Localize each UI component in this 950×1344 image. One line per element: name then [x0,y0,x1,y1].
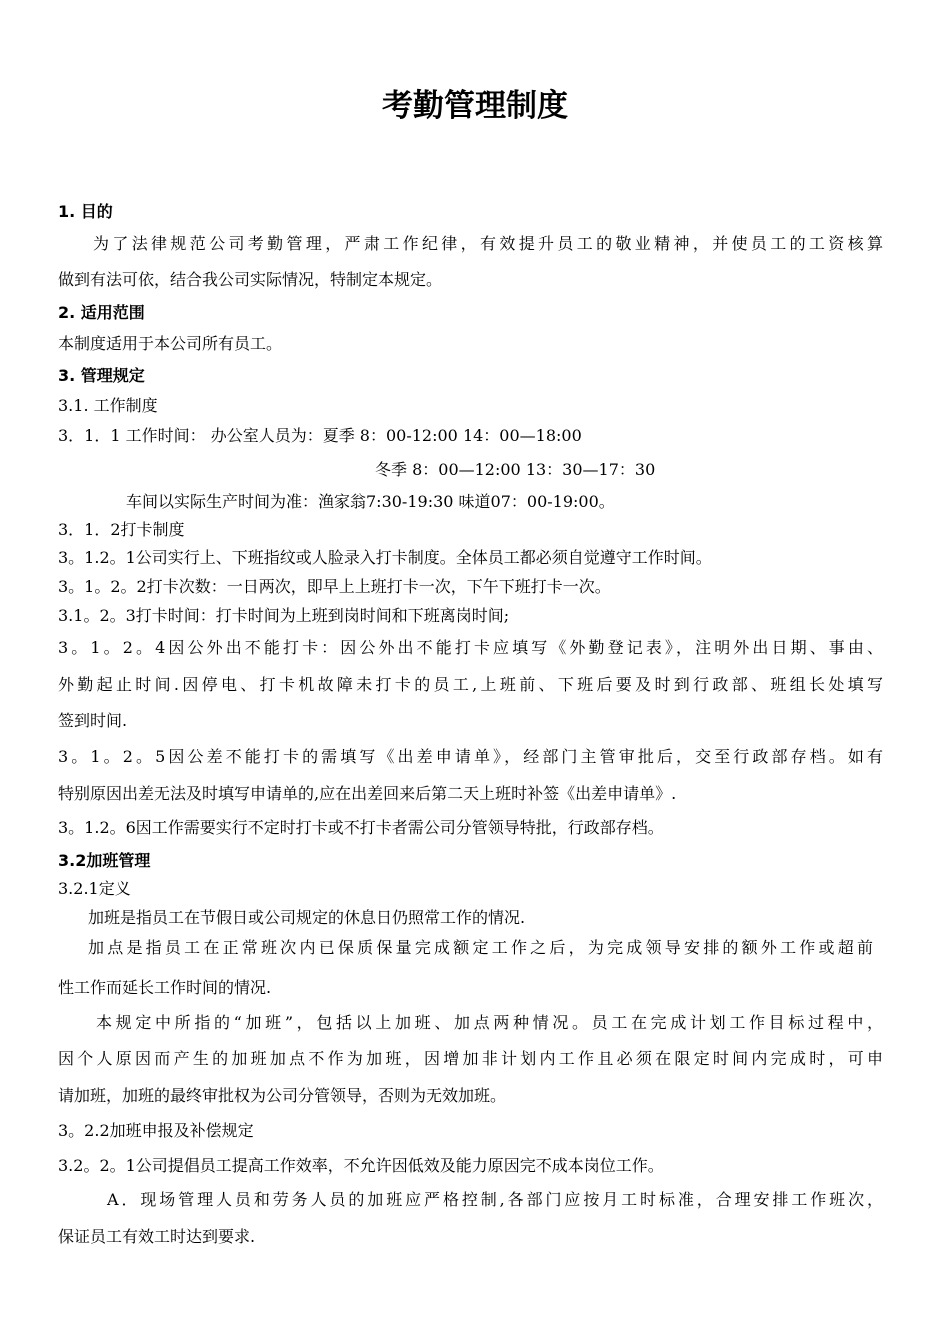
paragraph-line: 本制度适用于本公司所有员工。 [58,334,283,353]
paragraph-line: 3。1。2。5因公差不能打卡的需填写《出差申请单》，经部门主管审批后，交至行政部存档。如有 [58,747,883,766]
subheading-work-system: 3.1. 工作制度 [58,396,158,415]
paragraph-line: 冬季 8：00—12:00 13：30—17：30 [375,460,656,479]
paragraph-line: 签到时间. [58,711,128,730]
heading-purpose: 1. 目的 [58,202,113,221]
paragraph-line: 加班是指员工在节假日或公司规定的休息日仍照常工作的情况. [88,908,526,927]
subheading-overtime-application: 3。2.2加班申报及补偿规定 [58,1121,254,1140]
paragraph-line: 性工作而延长工作时间的情况. [58,978,272,997]
subheading-definition: 3.2.1定义 [58,879,131,898]
paragraph-line: 车间以实际生产时间为准：渔家翁7:30-19:30 味道07：00-19:00。 [126,492,615,511]
paragraph-line: 请加班，加班的最终审批权为公司分管领导，否则为无效加班。 [58,1086,507,1105]
paragraph-line: 特别原因出差无法及时填写申请单的,应在出差回来后第二天上班时补签《出差申请单》. [58,784,677,803]
paragraph-line: 3。1。2。2打卡次数：一日两次，即早上上班打卡一次，下午下班打卡一次。 [58,577,611,596]
heading-overtime: 3.2加班管理 [58,851,151,870]
document-title: 考勤管理制度 [382,88,568,124]
heading-scope: 2. 适用范围 [58,303,145,322]
paragraph-line: 3．1．1 工作时间： 办公室人员为：夏季 8：00-12:00 14：00—18:00 [58,426,582,445]
paragraph-line: 外勤起止时间.因停电、打卡机故障未打卡的员工,上班前、下班后要及时到行政部、班组长处填写 [58,675,883,694]
paragraph-line: 3.2。2。1公司提倡员工提高工作效率，不允许因低效及能力原因完不成本岗位工作。 [58,1156,664,1175]
paragraph-line: 加点是指员工在正常班次内已保质保量完成额定工作之后，为完成领导安排的额外工作或超前 [88,938,873,957]
paragraph-line: 本规定中所指的“加班”，包括以上加班、加点两种情况。员工在完成计划工作目标过程中， [96,1013,883,1032]
paragraph-line: 做到有法可依，结合我公司实际情况，特制定本规定。 [58,270,443,289]
paragraph-line: A．现场管理人员和劳务人员的加班应严格控制,各部门应按月工时标准，合理安排工作班次， [107,1190,883,1209]
paragraph-line: 因个人原因而产生的加班加点不作为加班，因增加非计划内工作且必须在限定时间内完成时，可申 [58,1049,883,1068]
paragraph-line: 保证员工有效工时达到要求. [58,1227,256,1246]
paragraph-line: 为了法律规范公司考勤管理，严肃工作纪律，有效提升员工的敬业精神，并使员工的工资核算 [93,234,883,253]
heading-rules: 3. 管理规定 [58,366,145,385]
subheading-clock-system: 3．1．2打卡制度 [58,520,185,539]
paragraph-line: 3.1。2。3打卡时间：打卡时间为上班到岗时间和下班离岗时间; [58,606,510,625]
paragraph-line: 3。1.2。6因工作需要实行不定时打卡或不打卡者需公司分管领导特批，行政部存档。 [58,818,664,837]
paragraph-line: 3。1。2。4因公外出不能打卡：因公外出不能打卡应填写《外勤登记表》，注明外出日期、事由、 [58,638,883,657]
paragraph-line: 3。1.2。1公司实行上、下班指纹或人脸录入打卡制度。全体员工都必须自觉遵守工作时间。 [58,548,712,567]
